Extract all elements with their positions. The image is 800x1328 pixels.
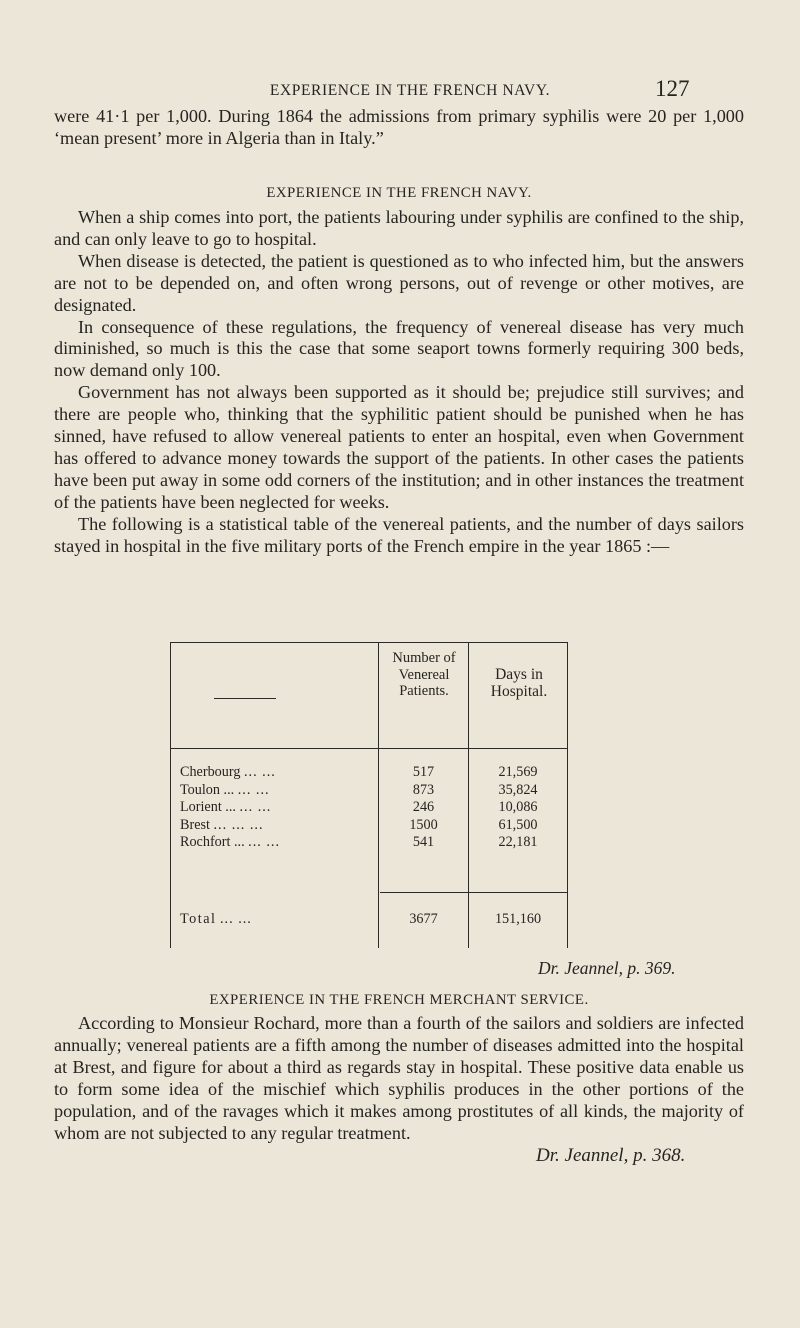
running-head: EXPERIENCE IN THE FRENCH NAVY. bbox=[269, 82, 551, 99]
port-name: Lorient ... bbox=[180, 799, 236, 816]
total-days-value: 151,160 bbox=[494, 911, 542, 927]
paragraph-government: Government has not always been supported as it should be; prejudice still survives; and there are people who, thinking that the syphilitic patient should be punished when he has sinned, have refused to allow venereal patients to enter an hospital, even when Government has offered to advance money towards the support of the patients. In other cases the patients have been put away in some odd corners of the institution; and in other instances the treatment of the patients have been neglected for weeks. bbox=[54, 382, 744, 512]
patients-value: 1500 bbox=[409, 816, 438, 833]
patients-value: 246 bbox=[412, 799, 435, 816]
days-value: 35,824 bbox=[498, 781, 538, 798]
paragraph-text: were 41·1 per 1,000. During 1864 the admissions from primary syphilis were 20 per 1,000 ‘mean present’ more in Algeria than in Italy.” bbox=[54, 106, 744, 148]
dot-leader: ... ... bbox=[243, 764, 276, 780]
port-name: Toulon ... bbox=[180, 781, 235, 798]
section-heading-merchant: EXPERIENCE IN THE FRENCH MERCHANT SERVICE. bbox=[209, 992, 589, 1008]
days-value: 22,181 bbox=[498, 834, 538, 851]
paragraph-detected: When disease is detected, the patient is questioned as to who infected him, but the answers are not to be depended on, and often wrong persons, out of revenge or other motives, are designated. bbox=[54, 250, 744, 315]
days-value: 61,500 bbox=[498, 816, 538, 833]
header-bottom-rule bbox=[170, 748, 568, 749]
citation-merchant: Dr. Jeannel, p. 368. bbox=[536, 1145, 686, 1166]
paragraph-confined: When a ship comes into port, the patients labouring under syphilis are confined to the ship, and can only leave to go to hospital. bbox=[54, 207, 744, 249]
merchant-section-body bbox=[54, 1013, 744, 1144]
total-label: Total bbox=[180, 911, 217, 927]
days-value: 10,086 bbox=[498, 799, 538, 816]
table-top-rule bbox=[170, 642, 568, 643]
opening-paragraph bbox=[54, 106, 744, 150]
section-heading-navy: EXPERIENCE IN THE FRENCH NAVY. bbox=[266, 185, 532, 201]
port-name: Rochfort ... bbox=[180, 834, 245, 851]
total-rule bbox=[380, 892, 568, 893]
patients-value: 541 bbox=[412, 834, 435, 851]
dot-leader: ... ... bbox=[220, 911, 252, 927]
paragraph-rochard: According to Monsieur Rochard, more than a fourth of the sailors and soldiers are infected annually; venereal patients are a fifth among the number of diseases admitted into the hospital at Brest, and figure for about a third as regards stay in hospital. These positive data enable us to form some idea of the mischief which syphilis produces in the other portions of the population, and of the ravages which it makes among prostitutes of all kinds, the majority of whom are not subjected to any regular treatment. bbox=[54, 1013, 744, 1143]
dot-leader: ... ... ... bbox=[213, 816, 264, 833]
paragraph-consequence: In consequence of these regulations, the frequency of venereal disease has very much diminished, so much is this the case that some seaport towns formerly requiring 300 beds, now demand only 100. bbox=[54, 316, 744, 381]
dot-leader: ... ... bbox=[239, 799, 272, 816]
page-number: 127 bbox=[655, 76, 690, 101]
days-value: 21,569 bbox=[498, 764, 538, 780]
citation-navy: Dr. Jeannel, p. 369. bbox=[538, 958, 676, 978]
patients-value: 517 bbox=[412, 764, 435, 780]
port-name: Cherbourg bbox=[180, 764, 241, 780]
paragraph-table-intro: The following is a statistical table of the venereal patients, and the number of days sailors stayed in hospital in the five military ports of the French empire in the year 1865 :— bbox=[54, 513, 744, 556]
table-left-rule bbox=[170, 642, 171, 948]
stub-header-dash bbox=[214, 698, 276, 699]
table-right-rule bbox=[567, 642, 568, 948]
header-days-in-hospital: Days in Hospital. bbox=[490, 666, 548, 700]
dot-leader: ... ... bbox=[237, 781, 270, 798]
statistics-table bbox=[170, 642, 568, 948]
dot-leader: ... ... bbox=[248, 834, 280, 851]
navy-section-body bbox=[54, 207, 744, 558]
header-number-of-patients: Number of Venereal Patients. bbox=[392, 650, 456, 699]
total-patients-value: 3677 bbox=[409, 911, 438, 927]
patients-value: 873 bbox=[412, 781, 435, 798]
port-name: Brest bbox=[180, 816, 210, 833]
